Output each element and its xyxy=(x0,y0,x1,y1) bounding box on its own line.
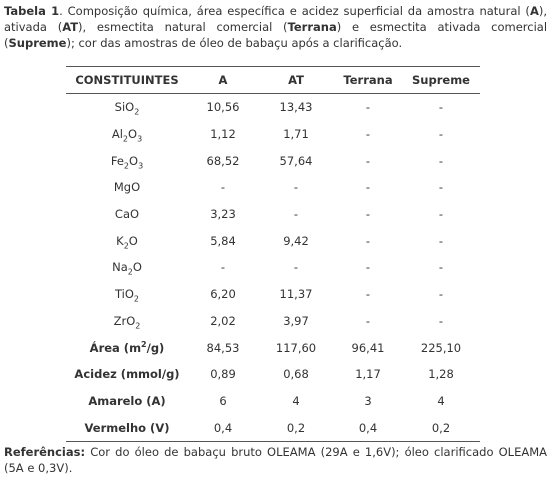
value-cell-supreme: - xyxy=(438,287,444,302)
label-part-pre: K xyxy=(116,233,124,248)
references-note xyxy=(4,444,547,476)
label-part-pre: MgO xyxy=(113,180,141,195)
label-part-mid: O xyxy=(128,127,138,142)
label-part-pre: TiO xyxy=(114,287,134,302)
value-cell-a: - xyxy=(220,260,226,275)
caption-bold-a: A xyxy=(529,4,539,18)
header-cell-at: AT xyxy=(258,67,334,94)
label-part-sub: 2 xyxy=(135,321,141,331)
value-cell-supreme: - xyxy=(438,100,444,115)
label-part-mid: /g) xyxy=(146,340,165,355)
value-cell-terrana: - xyxy=(365,153,371,168)
value-cell-at: 1,71 xyxy=(283,127,309,142)
value-cell-a: 6 xyxy=(219,393,227,408)
value-cell-supreme: - xyxy=(438,207,444,222)
label-part-sub2: 3 xyxy=(137,134,143,144)
value-cell-at: - xyxy=(293,207,299,222)
caption-bold-at: AT xyxy=(62,20,79,34)
value-cell-terrana: 3 xyxy=(364,393,372,408)
label-part-sub: 2 xyxy=(123,161,129,171)
label-part-pre: Amarelo (A) xyxy=(88,393,166,408)
table-row xyxy=(66,334,480,361)
label-part-pre: CaO xyxy=(114,207,140,222)
label-part-mid: O xyxy=(128,233,138,248)
constituent-label xyxy=(66,227,188,254)
table-row xyxy=(66,308,480,335)
value-cell-at: 0,2 xyxy=(258,414,334,441)
value-cell-at: 0,68 xyxy=(283,367,309,382)
value-cell-terrana: - xyxy=(365,260,371,275)
label-part-mid: O xyxy=(129,153,139,168)
value-cell-terrana: 1,17 xyxy=(355,367,381,382)
references-text: Cor do óleo de babaçu bruto OLEAMA (29A e 1,6V); óleo clarificado OLEAMA (5A e 0,3V). xyxy=(4,445,547,475)
label-part-sub: 2 xyxy=(127,267,133,277)
value-cell-a: 1,12 xyxy=(210,127,236,142)
table-row xyxy=(66,414,480,441)
table-row xyxy=(66,227,480,254)
value-cell-at: 9,42 xyxy=(283,233,309,248)
references-label: Referências: xyxy=(4,445,86,459)
header-cell-constituintes: CONSTITUINTES xyxy=(66,67,188,94)
label-part-pre: Na xyxy=(112,260,128,275)
value-cell-a: 2,02 xyxy=(210,313,236,328)
value-cell-terrana: - xyxy=(365,207,371,222)
label-part-sub: 2 xyxy=(134,107,140,117)
value-cell-at: 13,43 xyxy=(279,100,313,115)
value-cell-terrana: - xyxy=(365,127,371,142)
table-row xyxy=(66,254,480,281)
label-part-mid: O xyxy=(132,260,142,275)
value-cell-a: 6,20 xyxy=(210,287,236,302)
table-row xyxy=(66,361,480,388)
constituent-label xyxy=(66,174,188,201)
label-part-sub: 2 xyxy=(123,241,129,251)
value-cell-a: 5,84 xyxy=(210,233,236,248)
label-part-pre: Fe xyxy=(110,153,124,168)
value-cell-a: 68,52 xyxy=(206,153,240,168)
constituent-label xyxy=(66,334,188,361)
caption-text: ) e esmectita ativada comercial ( xyxy=(4,20,548,50)
constituent-label xyxy=(66,147,188,174)
value-cell-terrana: - xyxy=(365,313,371,328)
constituent-label xyxy=(66,361,188,388)
table-row xyxy=(66,388,480,415)
caption-text: . Composição química, área específica e acidez superficial da amostra natural ( xyxy=(59,4,530,18)
label-part-pre: SiO xyxy=(114,100,135,115)
table-row xyxy=(66,201,480,228)
value-cell-a: 10,56 xyxy=(206,100,240,115)
table-row xyxy=(66,94,480,121)
value-cell-at: 11,37 xyxy=(279,287,313,302)
value-cell-terrana: - xyxy=(365,180,371,195)
label-part-sub2: 3 xyxy=(138,161,144,171)
table-row xyxy=(66,147,480,174)
caption-label: Tabela 1 xyxy=(4,4,60,18)
label-part-sub: 2 xyxy=(122,134,128,144)
table-header-row xyxy=(66,67,480,94)
constituent-label xyxy=(66,281,188,308)
value-cell-at: 3,97 xyxy=(283,313,309,328)
value-cell-supreme: - xyxy=(438,313,444,328)
value-cell-at: 117,60 xyxy=(275,340,317,355)
composition-table xyxy=(66,66,480,442)
label-part-pre: Vermelho (V) xyxy=(84,420,170,435)
caption-text: ), ativada ( xyxy=(4,4,547,34)
value-cell-a: 3,23 xyxy=(210,207,236,222)
value-cell-terrana: - xyxy=(365,287,371,302)
value-cell-terrana: 96,41 xyxy=(351,340,385,355)
constituent-label xyxy=(66,414,188,441)
header-cell-supreme: Supreme xyxy=(402,67,480,94)
caption-bold-terrana: Terrana xyxy=(287,20,337,34)
value-cell-terrana: - xyxy=(365,233,371,248)
constituent-label xyxy=(66,201,188,228)
value-cell-terrana: 0,4 xyxy=(334,414,402,441)
value-cell-supreme: 4 xyxy=(437,393,445,408)
label-part-pre: ZrO xyxy=(113,313,136,328)
header-cell-a: A xyxy=(188,67,258,94)
value-cell-at: 4 xyxy=(292,393,300,408)
table-row xyxy=(66,121,480,148)
constituent-label xyxy=(66,94,188,121)
table-row xyxy=(66,174,480,201)
value-cell-supreme: - xyxy=(438,233,444,248)
value-cell-supreme: 225,10 xyxy=(420,340,462,355)
constituent-label xyxy=(66,308,188,335)
header-cell-terrana: Terrana xyxy=(334,67,402,94)
label-part-sub: 2 xyxy=(133,294,139,304)
constituent-label xyxy=(66,254,188,281)
constituent-label xyxy=(66,388,188,415)
value-cell-at: - xyxy=(293,180,299,195)
value-cell-a: 0,4 xyxy=(188,414,258,441)
value-cell-supreme: 0,2 xyxy=(402,414,480,441)
value-cell-supreme: - xyxy=(438,180,444,195)
caption-text: ), esmectita natural comercial ( xyxy=(78,20,288,34)
value-cell-a: - xyxy=(220,180,226,195)
table-row xyxy=(66,281,480,308)
value-cell-a: 84,53 xyxy=(206,340,240,355)
label-part-pre: Área (m xyxy=(89,340,142,355)
caption-bold-supreme: Supreme xyxy=(8,36,67,50)
value-cell-terrana: - xyxy=(365,100,371,115)
label-part-sup: 2 xyxy=(141,339,147,349)
value-cell-supreme: 1,28 xyxy=(428,367,454,382)
table-body xyxy=(66,94,480,442)
value-cell-a: 0,89 xyxy=(210,367,236,382)
label-part-pre: Al xyxy=(111,127,123,142)
value-cell-supreme: - xyxy=(438,260,444,275)
constituent-label xyxy=(66,121,188,148)
value-cell-at: - xyxy=(293,260,299,275)
value-cell-at: 57,64 xyxy=(279,153,313,168)
value-cell-supreme: - xyxy=(438,153,444,168)
value-cell-supreme: - xyxy=(438,127,444,142)
caption-text: ); cor das amostras de óleo de babaçu após a clarificação. xyxy=(66,36,403,50)
label-part-pre: Acidez (mmol/g) xyxy=(74,367,180,382)
table-caption xyxy=(4,3,547,51)
